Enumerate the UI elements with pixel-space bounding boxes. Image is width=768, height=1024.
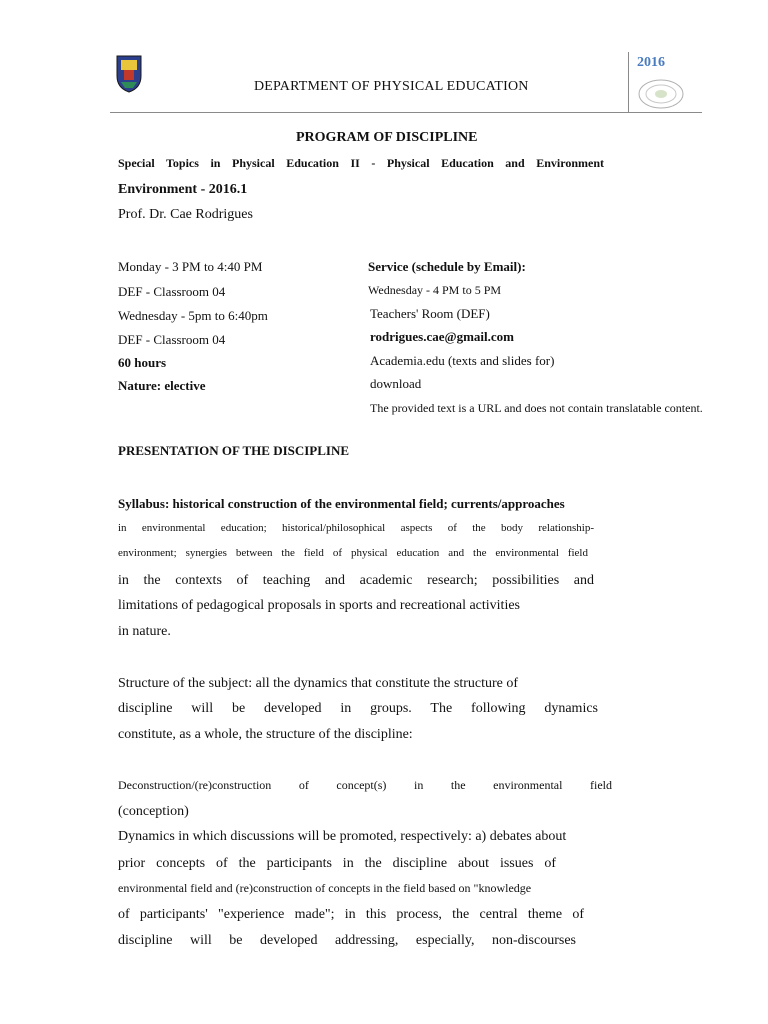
syllabus-line: in nature. (118, 624, 171, 639)
structure-line: Structure of the subject: all the dynamics that constitute the structure of (118, 676, 519, 691)
program-environment: Environment - 2016.1 (118, 182, 248, 197)
syllabus-line: environment; synergies between the field of physical education and the environmental field (118, 547, 588, 559)
university-crest-icon (115, 54, 143, 94)
header-divider (628, 52, 629, 112)
academia-download: download (370, 376, 422, 391)
service-heading: Service (schedule by Email): (368, 259, 526, 274)
deconstruction-line: Dynamics in which discussions will be promoted, respectively: a) debates about (118, 829, 567, 844)
structure-line: constitute, as a whole, the structure of the discipline: (118, 727, 413, 742)
deconstruction-line: Deconstruction/(re)construction of concept(s) in the environmental field (118, 778, 612, 792)
deconstruction-line: environmental field and (re)construction of concepts in the field based on "knowledge (118, 881, 532, 895)
service-room: Teachers' Room (DEF) (370, 306, 490, 321)
header-rule (110, 112, 702, 113)
presentation-heading: PRESENTATION OF THE DISCIPLINE (118, 443, 350, 458)
program-subtitle: Special Topics in Physical Education II - Physical Education and Environment (118, 156, 604, 170)
syllabus-line: limitations of pedagogical proposals in sports and recreational activities (118, 598, 521, 613)
academia-link[interactable]: Academia.edu (texts and slides for) (370, 353, 555, 368)
deconstruction-line: of participants' "experience made"; in this process, the central theme of (118, 907, 584, 922)
schedule-room-2: DEF - Classroom 04 (118, 332, 226, 347)
schedule-nature: Nature: elective (118, 378, 206, 393)
deconstruction-line: discipline will be developed addressing, especially, non-discourses (118, 933, 576, 948)
deconstruction-line: prior concepts of the participants in the discipline about issues of (118, 856, 556, 871)
program-title: PROGRAM OF DISCIPLINE (296, 130, 478, 145)
contact-email[interactable]: rodrigues.cae@gmail.com (370, 329, 514, 344)
deconstruction-line: (conception) (118, 804, 189, 819)
syllabus-line: Syllabus: historical construction of the environmental field; currents/approaches (118, 496, 565, 511)
round-seal-icon (637, 78, 685, 110)
structure-line: discipline will be developed in groups. The following dynamics (118, 701, 598, 716)
schedule-hours: 60 hours (118, 355, 167, 370)
year-label: 2016 (637, 55, 665, 70)
professor-name: Prof. Dr. Cae Rodrigues (118, 207, 253, 222)
syllabus-line: in environmental education; historical/philosophical aspects of the body relationship- (118, 522, 594, 534)
service-time: Wednesday - 4 PM to 5 PM (368, 283, 502, 297)
schedule-room-1: DEF - Classroom 04 (118, 284, 226, 299)
url-note: The provided text is a URL and does not contain translatable content. (370, 401, 703, 415)
syllabus-line: in the contexts of teaching and academic research; possibilities and (118, 573, 594, 588)
department-title: DEPARTMENT OF PHYSICAL EDUCATION (254, 79, 529, 94)
schedule-monday: Monday - 3 PM to 4:40 PM (118, 259, 263, 274)
schedule-wednesday: Wednesday - 5pm to 6:40pm (118, 308, 268, 323)
